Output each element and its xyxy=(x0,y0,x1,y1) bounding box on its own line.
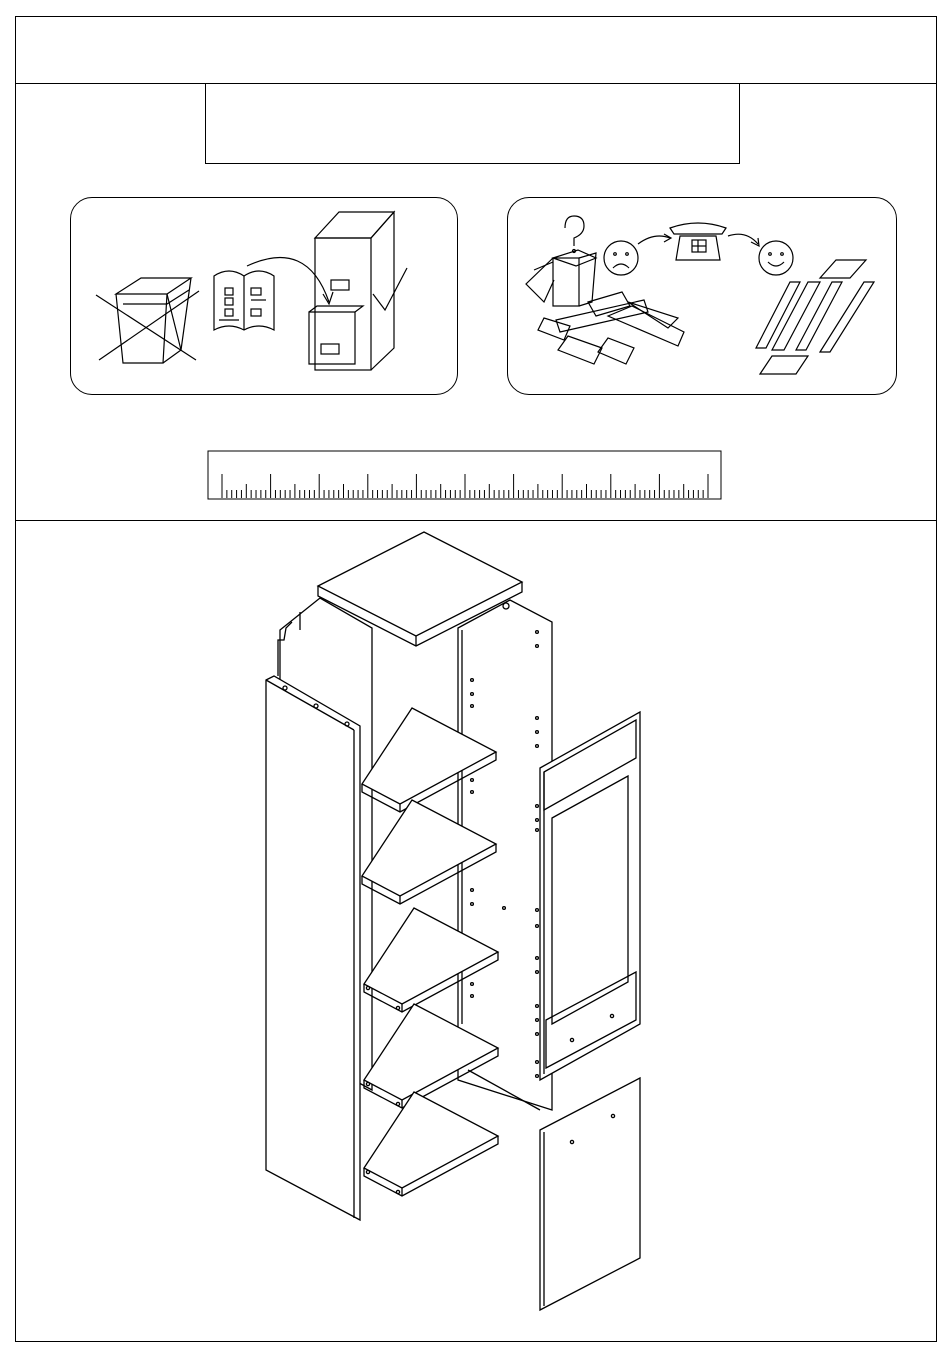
shelf-top xyxy=(362,708,496,804)
hole xyxy=(471,995,474,998)
shelf-top xyxy=(364,1004,498,1100)
hole xyxy=(471,889,474,892)
hole xyxy=(396,1190,399,1193)
hole xyxy=(536,1005,539,1008)
hole xyxy=(503,603,509,609)
shelf-top xyxy=(362,800,496,896)
hole xyxy=(536,925,539,928)
shelf-top xyxy=(364,1092,498,1188)
hole xyxy=(471,679,474,682)
hole xyxy=(536,819,539,822)
hole xyxy=(471,705,474,708)
hole xyxy=(536,731,539,734)
hole xyxy=(536,971,539,974)
hole xyxy=(471,779,474,782)
shelf xyxy=(364,1004,498,1108)
hole xyxy=(536,645,539,648)
hole xyxy=(536,957,539,960)
hole xyxy=(536,909,539,912)
lower-door xyxy=(540,1078,640,1310)
hole xyxy=(503,907,506,910)
left-side-panel xyxy=(266,676,360,1220)
shelf-top xyxy=(364,908,498,1004)
bottom-shelf xyxy=(364,1092,498,1196)
hole xyxy=(471,983,474,986)
hole xyxy=(396,1006,399,1009)
shelf xyxy=(364,908,498,1012)
top-panel xyxy=(318,532,522,646)
hole xyxy=(471,693,474,696)
hole xyxy=(396,1102,399,1105)
hole xyxy=(366,1170,369,1173)
hole xyxy=(536,829,539,832)
shelf xyxy=(362,708,496,812)
hole xyxy=(471,903,474,906)
hole xyxy=(536,1075,539,1078)
shelf xyxy=(362,800,496,904)
hole xyxy=(536,1019,539,1022)
hole xyxy=(366,1082,369,1085)
hole xyxy=(536,717,539,720)
glass-door xyxy=(540,712,640,1080)
hole xyxy=(471,791,474,794)
hole xyxy=(536,631,539,634)
hole xyxy=(536,1033,539,1036)
hole xyxy=(366,986,369,989)
hole xyxy=(536,805,539,808)
hole xyxy=(536,1061,539,1064)
hole xyxy=(536,745,539,748)
